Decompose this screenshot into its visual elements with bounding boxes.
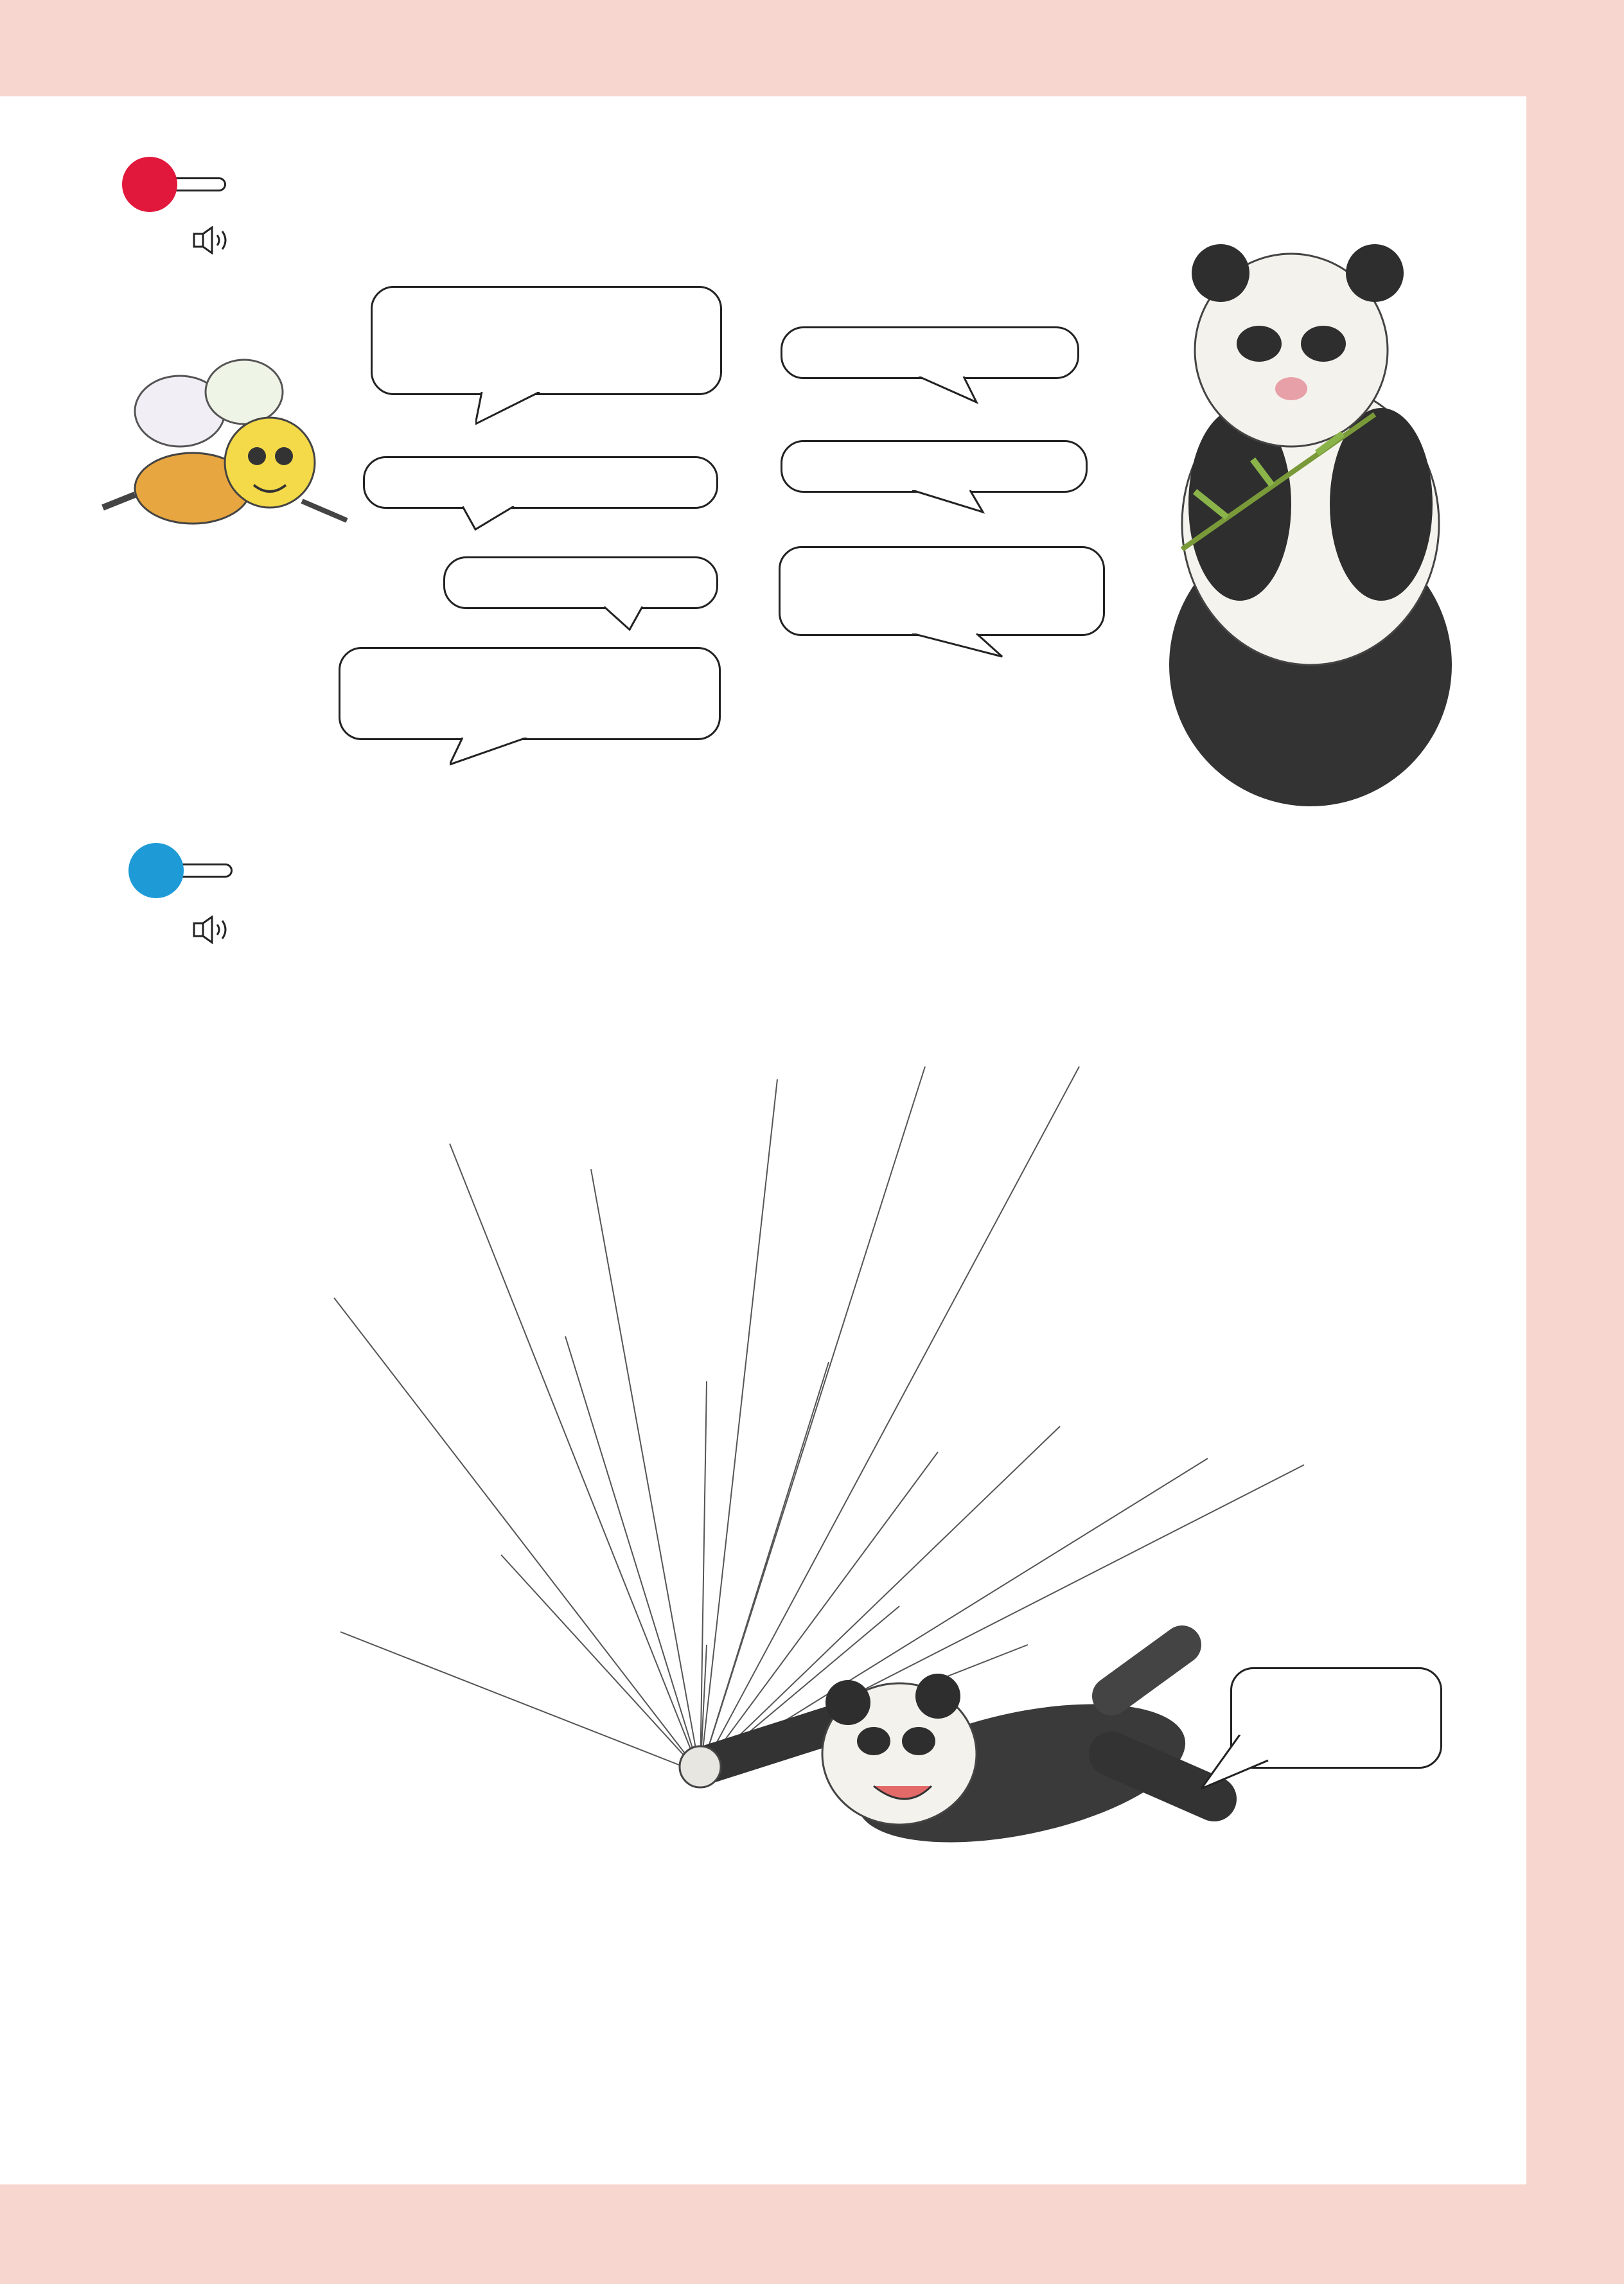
- exercise-number: [122, 157, 177, 212]
- bubble-tail: [1201, 1735, 1272, 1793]
- exercise-number: [128, 843, 184, 898]
- flying-panda-illustration: [662, 1606, 1240, 1902]
